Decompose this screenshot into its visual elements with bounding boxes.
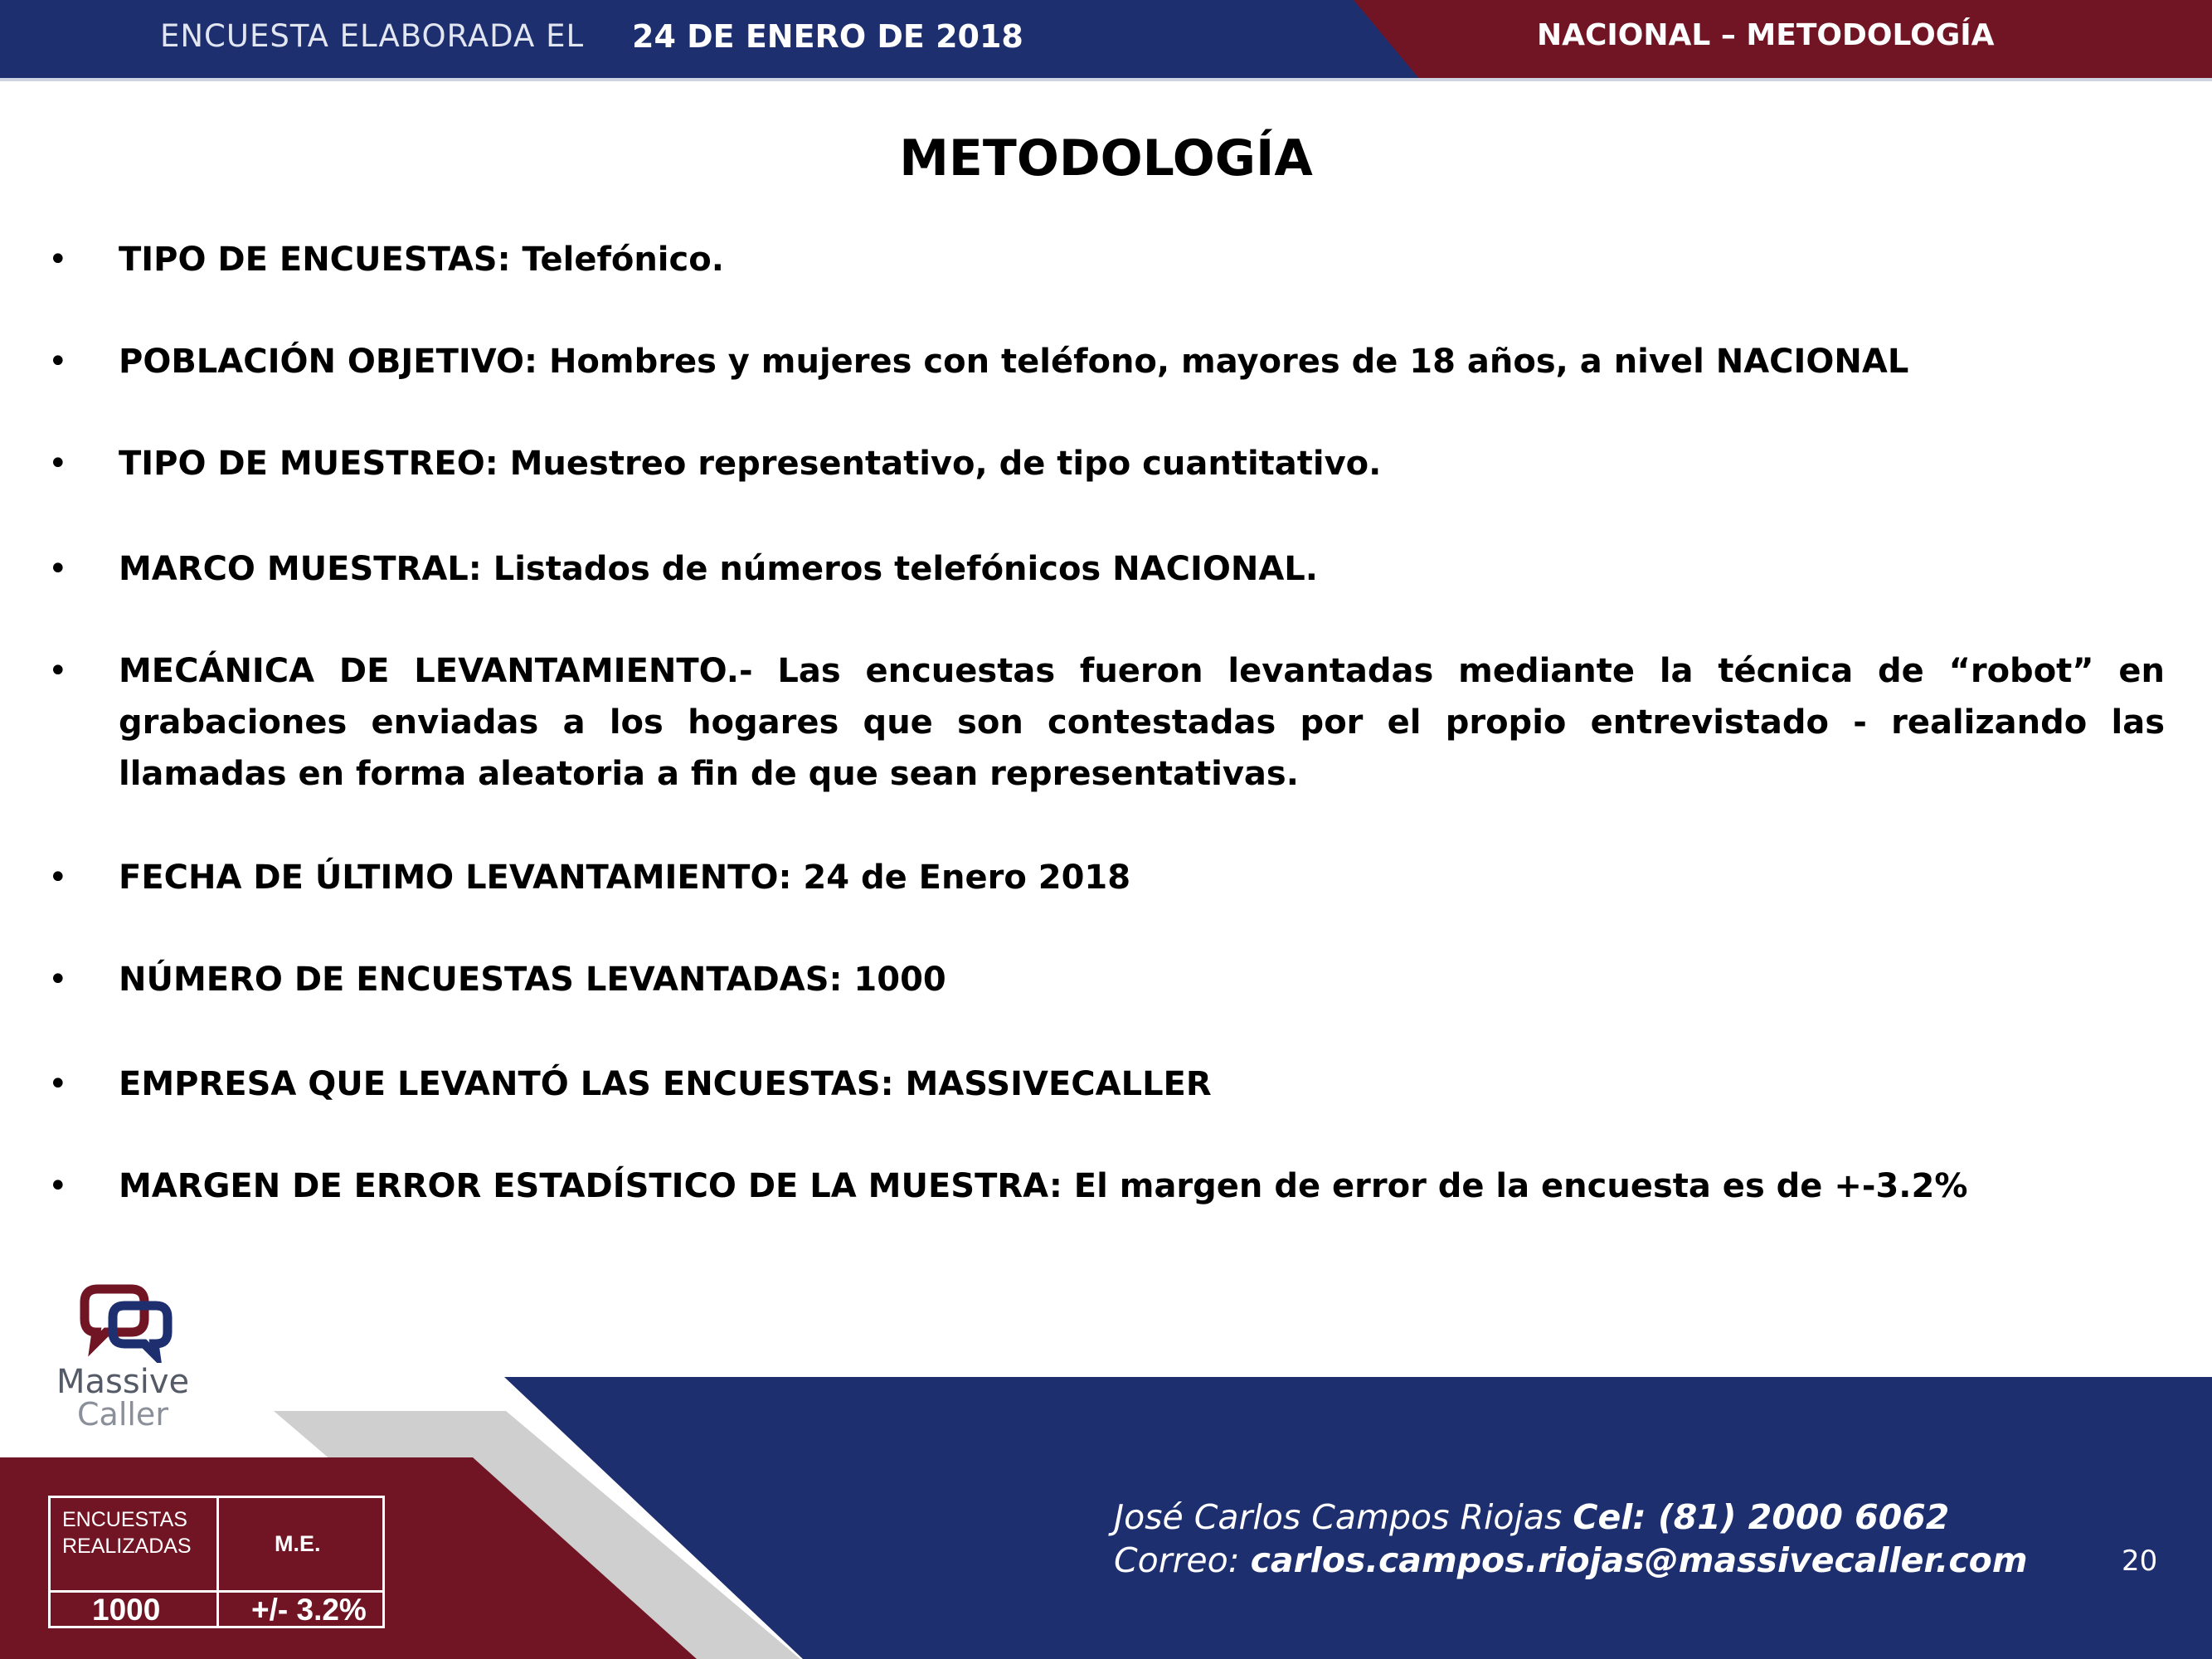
stats-label-surveys-line2: REALIZADAS (62, 1535, 192, 1558)
bullet-icon: • (48, 445, 68, 483)
stats-divider-vertical (216, 1498, 219, 1626)
list-item-sampling-frame: MARCO MUESTRAL: Listados de números telefónicos NACIONAL. (119, 550, 1318, 588)
logo-text-caller: Caller (77, 1396, 168, 1433)
stats-label-surveys-line1: ENCUESTAS (62, 1508, 187, 1531)
bullet-icon: • (48, 961, 68, 999)
bullet-icon: • (48, 550, 68, 588)
header-survey-label: ENCUESTA ELABORADA EL (160, 18, 585, 54)
stats-value-surveys: 1000 (92, 1593, 161, 1627)
list-item-collection-mechanics: MECÁNICA DE LEVANTAMIENTO.- Las encuestas fueron levantadas mediante la técnica de “robot” en grabaciones enviadas a los hogares que son contestadas por el propio entrevistado - realizando las llamadas en forma aleatoria a fin de que sean representativas. (119, 652, 2165, 793)
contact-email[interactable]: carlos.campos.riojas@massivecaller.com (1250, 1540, 2028, 1580)
stats-label-surveys (62, 1506, 192, 1559)
list-item-target-population: POBLACIÓN OBJETIVO: Hombres y mujeres con teléfono, mayores de 18 años, a nivel NACIONAL (119, 343, 1909, 381)
list-item-sampling-type: TIPO DE MUESTREO: Muestreo representativo, de tipo cuantitativo. (119, 445, 1382, 483)
bullet-icon: • (48, 1167, 68, 1205)
list-item-survey-type: TIPO DE ENCUESTAS: Telefónico. (119, 241, 724, 279)
contact-line-email (1114, 1540, 2028, 1580)
page-title: METODOLOGÍA (899, 129, 1313, 187)
contact-line-name (1114, 1497, 1949, 1537)
bullet-icon: • (48, 343, 68, 381)
logo-text-massive: Massive (56, 1363, 190, 1401)
stats-table (48, 1496, 385, 1628)
bullet-icon: • (48, 1065, 68, 1103)
header-section-label: NACIONAL – METODOLOGÍA (1537, 18, 1995, 52)
list-item-margin-of-error: MARGEN DE ERROR ESTADÍSTICO DE LA MUESTRA: El margen de error de la encuesta es de +-3.2% (119, 1167, 1968, 1205)
bullet-icon: • (48, 241, 68, 279)
list-item-survey-count: NÚMERO DE ENCUESTAS LEVANTADAS: 1000 (119, 961, 946, 999)
list-item-company: EMPRESA QUE LEVANTÓ LAS ENCUESTAS: MASSIVECALLER (119, 1065, 1212, 1103)
contact-email-label: Correo: (1114, 1540, 1240, 1580)
stats-label-me: M.E. (275, 1531, 321, 1556)
list-item-last-collection-date: FECHA DE ÚLTIMO LEVANTAMIENTO: 24 de Enero 2018 (119, 859, 1131, 897)
page-number: 20 (2122, 1545, 2158, 1578)
stats-value-me: +/- 3.2% (251, 1593, 367, 1627)
bullet-icon: • (48, 652, 68, 690)
header-date: 24 DE ENERO DE 2018 (632, 18, 1023, 55)
massive-caller-logo-icon (73, 1284, 181, 1363)
contact-name: José Carlos Campos Riojas (1114, 1497, 1563, 1537)
contact-phone: Cel: (81) 2000 6062 (1573, 1497, 1950, 1537)
bullet-icon: • (48, 859, 68, 897)
